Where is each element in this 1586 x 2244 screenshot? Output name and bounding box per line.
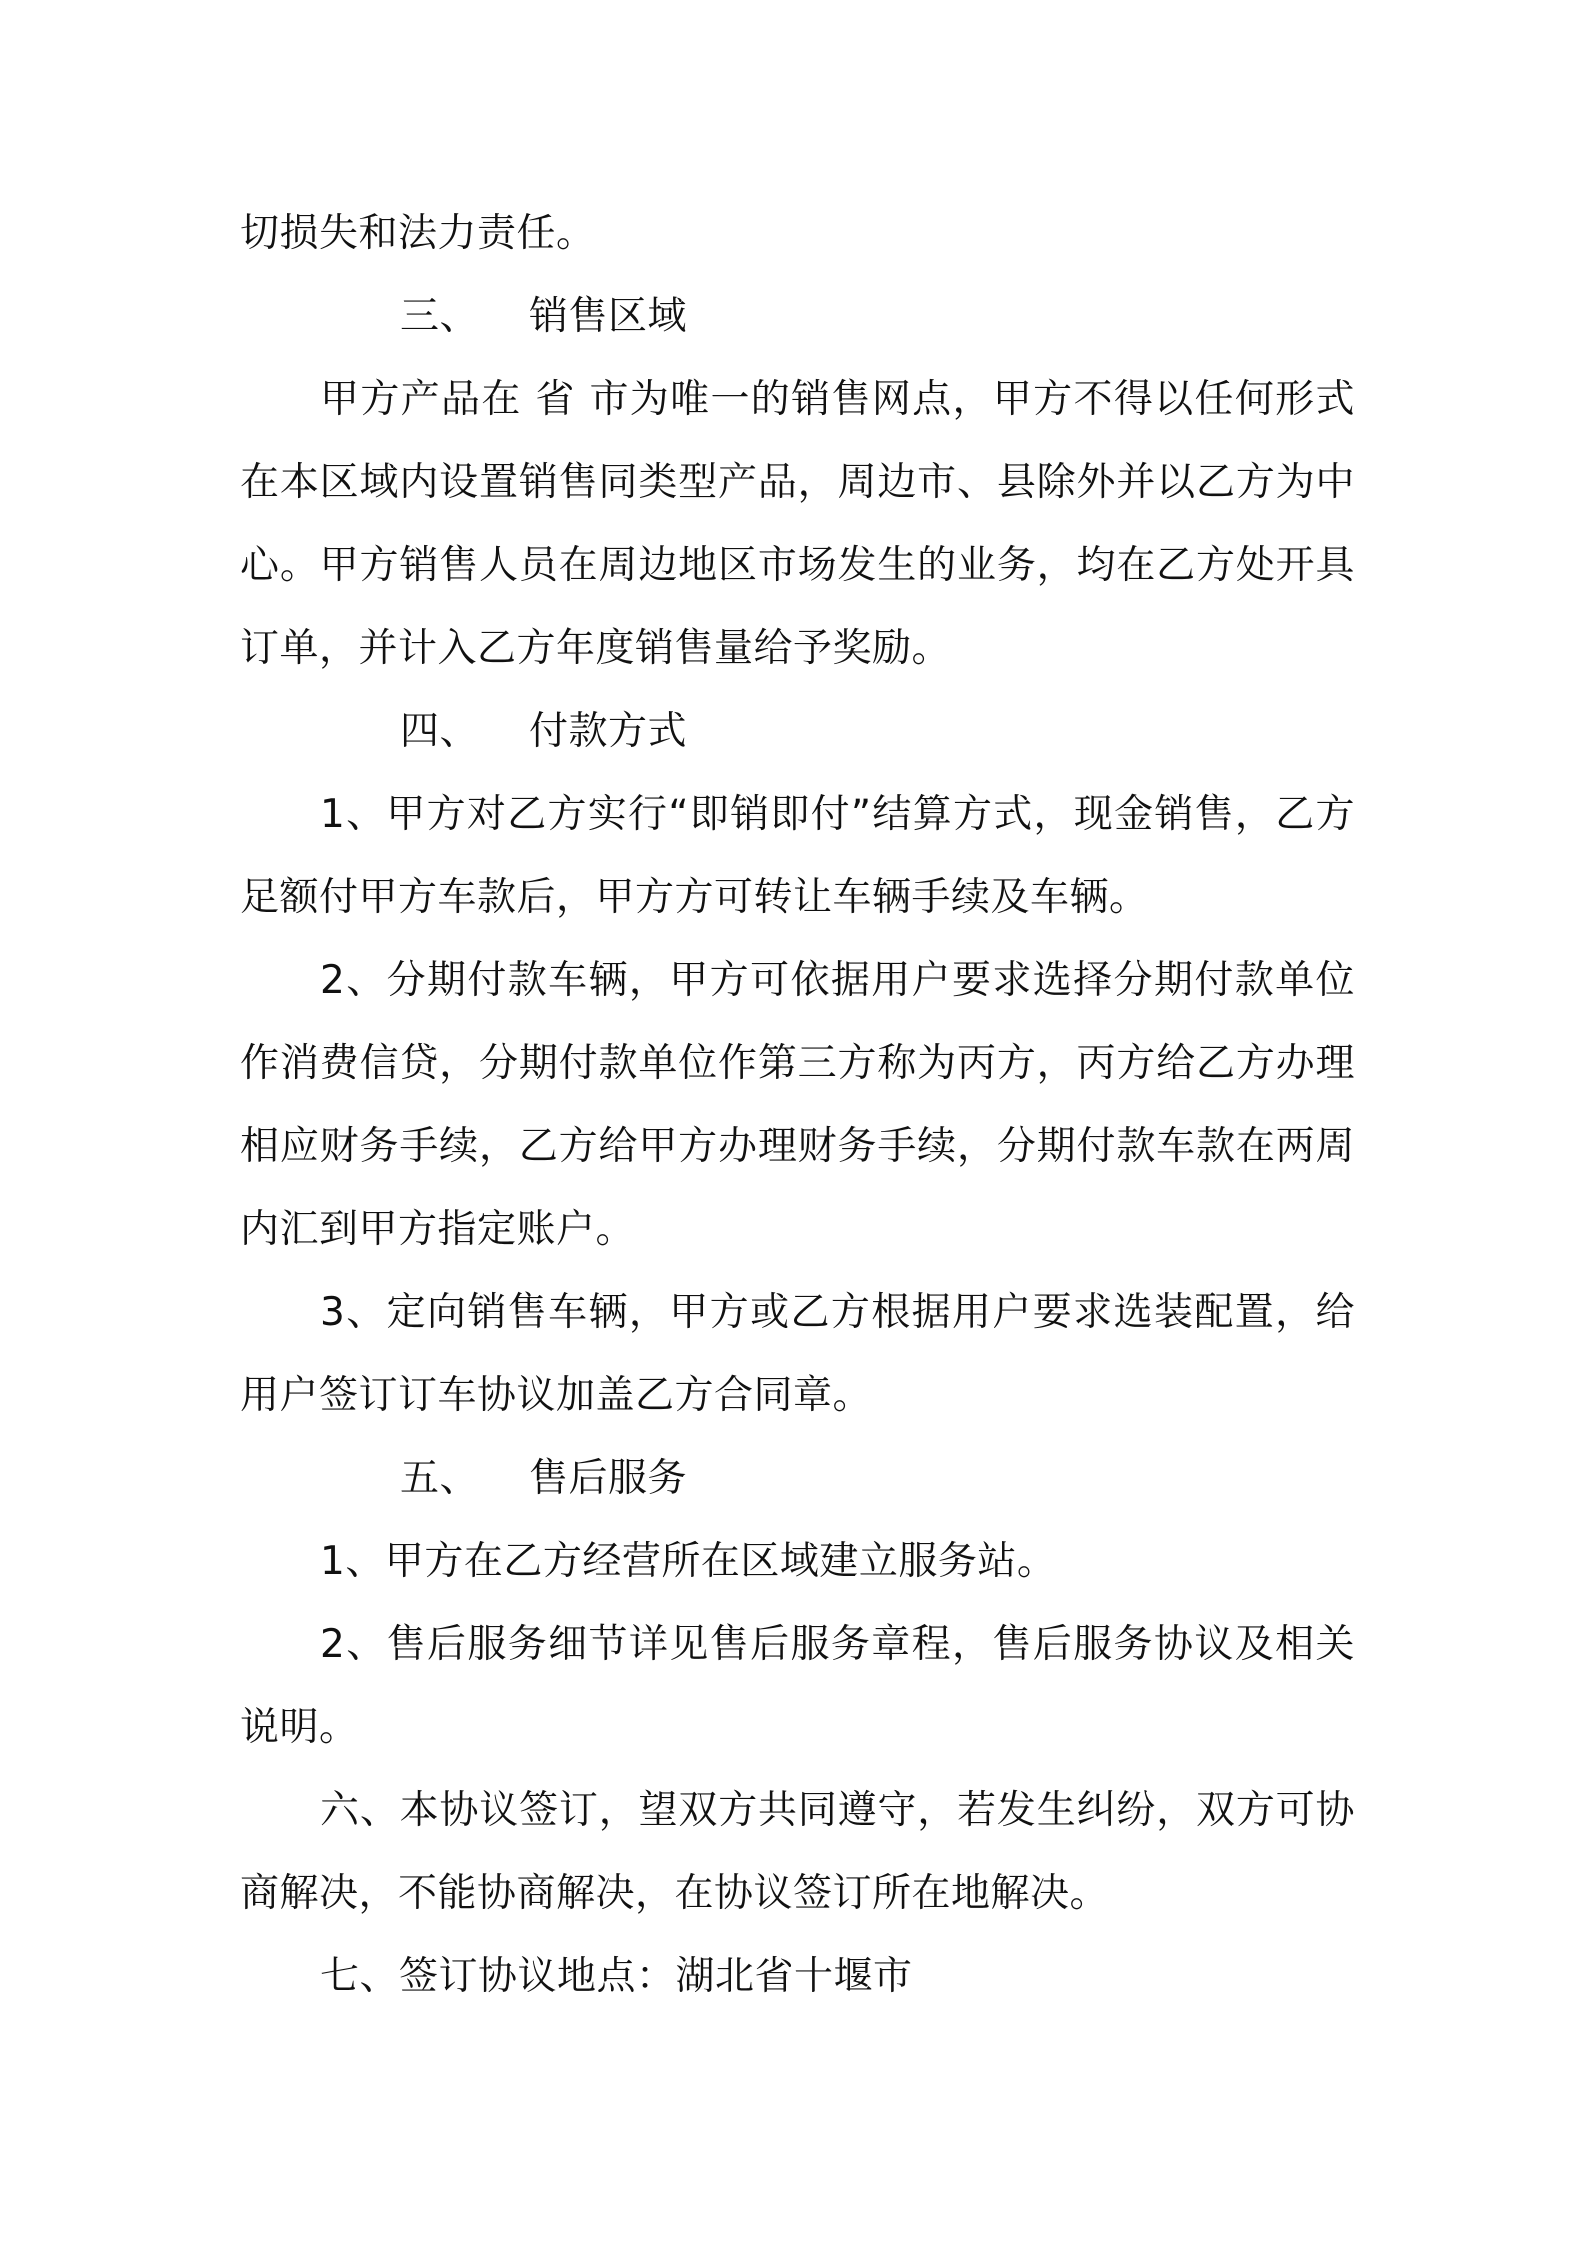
payment-item: 2、分期付款车辆，甲方可依据用户要求选择分期付款单位作消费信贷，分期付款单位作第三方称为丙方，丙方给乙方办理相应财务手续，乙方给甲方办理财务手续，分期付款车款在两周内汇到甲方指定账户。 <box>240 958 1355 1252</box>
section-heading-payment <box>240 690 1355 773</box>
payment-item: 1、甲方对乙方实行“即销即付”结算方式，现金销售，乙方足额付甲方车款后，甲方方可转让车辆手续及车辆。 <box>240 792 1355 920</box>
continuation-paragraph: 切损失和法力责任。 <box>240 211 596 256</box>
after-sales-item: 2、售后服务细节详见售后服务章程，售后服务协议及相关说明。 <box>240 1622 1355 1750</box>
agreement-clause-paragraph: 六、本协议签订，望双方共同遵守，若发生纠纷，双方可协商解决，不能协商解决，在协议签订所在地解决。 <box>240 1788 1355 1916</box>
document-body <box>240 192 1355 2018</box>
signing-location-paragraph: 七、签订协议地点：湖北省十堰市 <box>320 1954 913 1999</box>
section-heading-after-sales <box>240 1437 1355 1520</box>
section-number: 四、 <box>400 709 480 754</box>
section-number: 三、 <box>400 294 480 339</box>
section-title: 销售区域 <box>529 294 688 339</box>
after-sales-item: 1、甲方在乙方经营所在区域建立服务站。 <box>320 1539 1057 1584</box>
section-heading-sales-area <box>240 275 1355 358</box>
section-title: 付款方式 <box>529 709 688 754</box>
section-title: 售后服务 <box>529 1456 688 1501</box>
sales-area-paragraph: 甲方产品在 省 市为唯一的销售网点，甲方不得以任何形式在本区域内设置销售同类型产品，周边市、县除外并以乙方为中心。甲方销售人员在周边地区市场发生的业务，均在乙方处开具订单，并计入乙方年度销售量给予奖励。 <box>240 377 1355 671</box>
section-number: 五、 <box>400 1456 480 1501</box>
payment-item: 3、定向销售车辆，甲方或乙方根据用户要求选装配置，给用户签订订车协议加盖乙方合同章。 <box>240 1290 1355 1418</box>
